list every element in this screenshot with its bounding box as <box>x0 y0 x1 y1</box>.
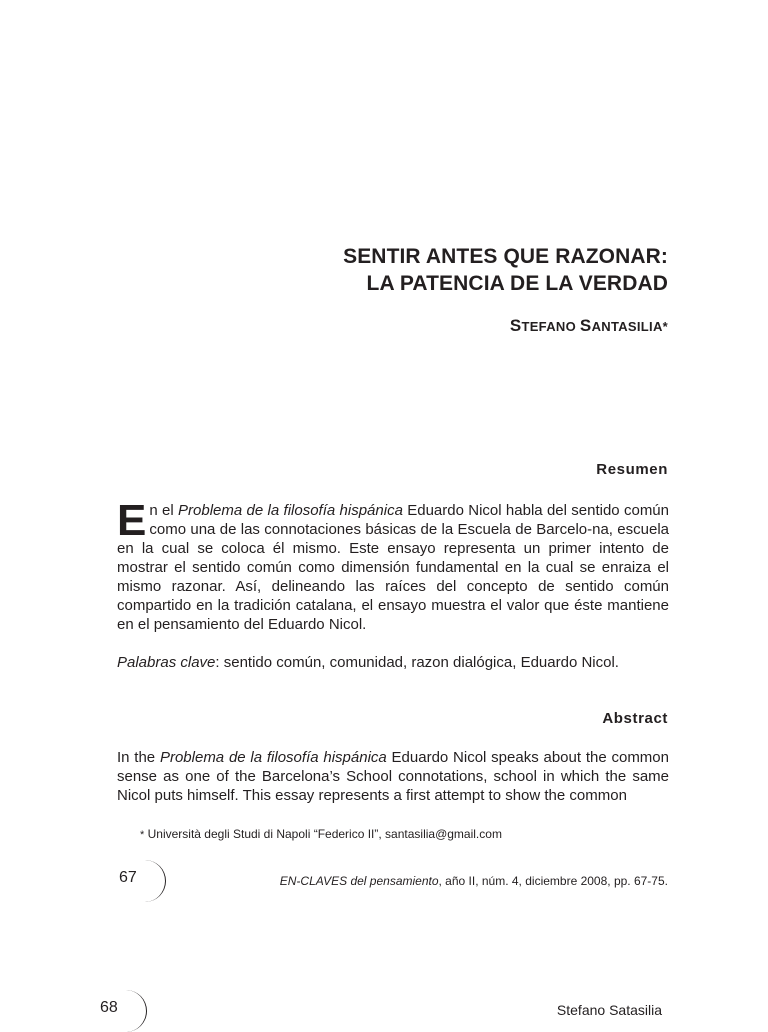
keywords-line <box>117 653 669 672</box>
author-last-initial: S <box>579 316 592 335</box>
abstract-lead: In the <box>117 749 160 766</box>
resumen-body <box>117 496 669 634</box>
author-affiliation-footnote <box>140 827 502 841</box>
footnote-marker: * <box>140 829 145 841</box>
running-head-author: Stefano Satasilia <box>556 1002 662 1018</box>
author-footnote-marker: * <box>662 319 668 334</box>
resumen-heading: Resumen <box>596 461 668 478</box>
page-number-text: 67 <box>119 869 137 886</box>
article-title <box>343 243 668 297</box>
abstract-book-title: Problema de la filosofía hispánica <box>159 749 387 766</box>
footnote-text: Università degli Studi di Napoli “Federico II”, santasilia@gmail.com <box>144 827 502 841</box>
resumen-lead: n el <box>149 502 179 519</box>
title-line-1: SENTIR ANTES QUE RAZONAR: <box>343 245 668 268</box>
abstract-text: Eduardo Nicol speaks about the common sense as one of the Barcelona’s School connotations, school in which the same Nicol puts himself. This essay represents a first attempt to show the common <box>117 749 669 804</box>
keywords-list: : sentido común, comunidad, razon dialógica, Eduardo Nicol. <box>215 654 619 671</box>
resumen-text: Eduardo Nicol habla del sentido común como una de las connotaciones básicas de la Escuela de Barcelo-na, escuela en la cual se coloca él mismo. Este ensayo representa un primer intento de mostrar el sentido común como dimensión fundamental en la cual se enraiza el mismo razonar. Así, delineando las raíces del concepto de sentido común compartido en la tradición catalana, el ensayo muestra el valor que éste mantiene en el pensamiento del Eduardo Nicol. <box>117 502 669 633</box>
page-number-text: 68 <box>100 999 118 1016</box>
page-number-68 <box>98 990 147 1032</box>
author-first-initial: S <box>509 316 522 335</box>
page-number-67 <box>117 860 166 902</box>
title-line-2: LA PATENCIA DE LA VERDAD <box>366 272 668 295</box>
journal-citation <box>280 874 668 888</box>
resumen-book-title: Problema de la filosofía hispánica <box>178 502 403 519</box>
author-last-rest: ANTASILIA <box>591 319 663 334</box>
author-name <box>510 316 668 336</box>
author-first-rest: TEFANO <box>521 319 576 334</box>
journal-name: EN-CLAVES del pensamiento <box>279 874 439 888</box>
drop-cap: E <box>117 496 147 545</box>
journal-details: , año II, núm. 4, diciembre 2008, pp. 67-75. <box>438 874 668 888</box>
keywords-label: Palabras clave <box>117 654 216 671</box>
abstract-heading: Abstract <box>602 710 668 727</box>
abstract-body <box>117 748 669 805</box>
